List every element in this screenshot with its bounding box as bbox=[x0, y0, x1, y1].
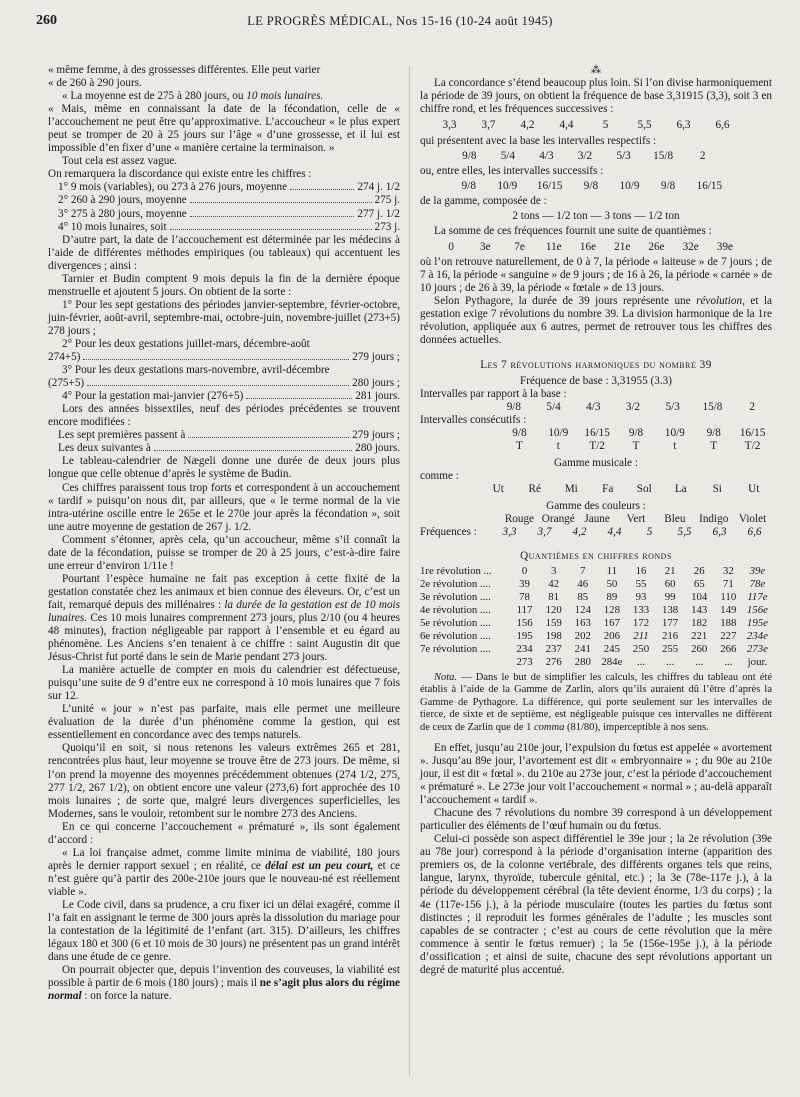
table-cell: 167 bbox=[603, 616, 620, 629]
table-cell: 149 bbox=[720, 603, 737, 616]
table-cell: 234 bbox=[516, 642, 533, 655]
row-label: 5e révolution .... bbox=[420, 616, 491, 629]
interval-value: 5/4 bbox=[546, 401, 561, 414]
item-value: 280 jours. bbox=[355, 442, 400, 455]
table-cell: 273e bbox=[746, 642, 768, 655]
emphasis: délai est un peu court, bbox=[265, 859, 374, 872]
paragraph: « Mais, même en connaissant la date de la fécondation, celle de « l’accouchement ne peut être qu’approximative. L’accoucheur « le plus expert peut se tromper de 20 à 25 jours sur l’âge « d’une grossesse, et il lui est impossible d’en fixer d’une « manière certaine la terminaison. » bbox=[48, 103, 400, 155]
note-name: Si bbox=[712, 483, 722, 496]
table-row bbox=[420, 617, 772, 630]
sequence-value: 39e bbox=[716, 240, 733, 253]
row-label: 3e révolution .... bbox=[420, 590, 491, 603]
sequence-value: 3e bbox=[480, 240, 491, 253]
tone-value: t bbox=[673, 440, 677, 453]
frequency-value: 3,7 bbox=[537, 526, 552, 539]
list-item bbox=[58, 221, 400, 234]
sequence-value: 21e bbox=[614, 240, 631, 253]
paragraph: qui présentent avec la base les intervalles respectifs : bbox=[420, 135, 657, 148]
table-cell: 3 bbox=[550, 564, 557, 577]
table-cell: 39e bbox=[749, 564, 766, 577]
text-run: « La moyenne est de 275 à 280 jours, ou bbox=[62, 90, 244, 103]
emphasis: 10 mois lunaires. bbox=[246, 90, 324, 103]
table-cell: 120 bbox=[545, 603, 562, 616]
table-cell: 227 bbox=[720, 629, 737, 642]
item-value: 278 jours ; bbox=[48, 324, 96, 337]
table-cell: 284e bbox=[601, 655, 623, 668]
item-value: 275 j. bbox=[374, 194, 400, 207]
item-label: (275+5) bbox=[48, 377, 85, 390]
leader-dots bbox=[170, 229, 372, 230]
interval-value: 9/8 bbox=[706, 427, 721, 440]
color-name: Vert bbox=[626, 513, 646, 526]
item-value: 274 j. 1/2 bbox=[357, 181, 400, 194]
interval-value: 9/8 bbox=[506, 401, 521, 414]
paragraph: Celui-ci possède son aspect différentiel le 39e jour ; la 2e révolution (39e au 78e jour) correspond à la période d’organisation interne (apparition des premiers os, de la colonne vertébrale, des différents organes tels que reins, langue, larynx, thyroïde, tubercule génital, etc.) ; la 3e (78e-117e j.), à la période du développement cérébral (la tête devient énorme, 1/3 du corps) ; la 4e (117e-156 j.), à la période musculaire (toutes les parties du fœtus sont distinctes ; il reproduit les formes générales de l’adulte ; les muscles sont capables de se contracter ; c’est au cours de cette révolution que la mère commence à sentir le fœtus remuer) ; la 5e (156e-195e j.), à la période d’ossification ; et ainsi de suite, chacune des sept révolutions apportant un degré de maturité plus accentué. bbox=[420, 833, 772, 976]
note-name: Ut bbox=[748, 483, 760, 496]
table-cell: 128 bbox=[603, 603, 620, 616]
row-label: 6e révolution .... bbox=[420, 629, 491, 642]
interval-sequence bbox=[420, 178, 772, 195]
frequency-value: 5,5 bbox=[677, 526, 692, 539]
item-label: 1° 9 mois (variables), ou 273 à 276 jours, moyenne bbox=[58, 181, 288, 194]
note-name: Sol bbox=[636, 483, 652, 496]
table-cell: 55 bbox=[635, 577, 647, 590]
table-cell: 237 bbox=[545, 642, 562, 655]
left-column bbox=[48, 64, 400, 1003]
table-cell: 198 bbox=[545, 629, 562, 642]
interval-successive-row bbox=[420, 427, 772, 440]
table-cell: 26 bbox=[693, 564, 705, 577]
sequence-value: 2 bbox=[699, 150, 706, 163]
sequence-value: 9/8 bbox=[660, 180, 676, 193]
table-cell: 42 bbox=[548, 577, 560, 590]
table-cell: 250 bbox=[632, 642, 650, 655]
leader-dots bbox=[190, 202, 372, 203]
text-run: (81/80), imperceptible à nos sens. bbox=[566, 721, 709, 733]
table-cell: 81 bbox=[548, 590, 560, 603]
paragraph: En effet, jusqu’au 210e jour, l’expulsion du fœtus est appelée « avortement ». Jusqu’au 89e jour, l’avortement est dit « embryonnaire » ; du 90e au 210e jour, il est dit « fœtal ». du 210e au 273e jour, c’est la période d’accouchement « prématuré ». Le 273e jour voit l’accouchement « normal » ; au-delà apparaît l’accouchement « tardif ». bbox=[420, 741, 772, 807]
interval-value: 10/9 bbox=[664, 427, 685, 440]
sequence-value: 5,5 bbox=[637, 119, 652, 132]
page-number: 260 bbox=[36, 13, 57, 28]
paragraph: D’autre part, la date de l’accouchement est déterminée par les médecins à l’aide de différentes méthodes empiriques (ou tableaux) qui accentuent les divergences ; ainsi : bbox=[48, 233, 400, 272]
table-cell: 188 bbox=[720, 616, 737, 629]
table-cell: 234e bbox=[746, 629, 768, 642]
leader-dots bbox=[83, 359, 349, 360]
paragraph: « de 260 à 290 jours. bbox=[48, 77, 142, 90]
bissextile-list bbox=[48, 429, 400, 455]
gamme-couleurs-label: Gamme des couleurs : bbox=[546, 500, 646, 513]
sequence-value: 3,3 bbox=[442, 119, 457, 132]
base-frequency: Fréquence de base : 3,31955 (3.3) bbox=[520, 374, 672, 387]
item-label: Les deux suivantes à bbox=[58, 442, 151, 455]
sequence-value: 9/8 bbox=[461, 180, 476, 193]
paragraph: La concordance s’étend beaucoup plus loin. Si l’on divise harmoniquement la période de 39 jours, on obtient la fréquence de base 3,31915 (3,3), soit 3 en chiffre rond, et les fréquences successives : bbox=[420, 77, 772, 116]
table-cell: 16 bbox=[635, 564, 647, 577]
paragraph: La somme de ces fréquences fournit une suite de quantièmes : bbox=[434, 225, 712, 238]
paragraph: de la gamme, composée de : bbox=[420, 195, 547, 208]
color-name: Rouge bbox=[504, 513, 535, 526]
row-label: 1re révolution ... bbox=[420, 564, 492, 577]
tone-value: T bbox=[632, 440, 640, 453]
interval-successive-label: Intervalles consécutifs : bbox=[420, 414, 527, 427]
list-item bbox=[48, 377, 400, 390]
table-cell: jour. bbox=[747, 655, 768, 668]
sequence-value: 4,4 bbox=[559, 119, 574, 132]
table-cell: 245 bbox=[603, 642, 620, 655]
emphasis: comma bbox=[534, 721, 565, 733]
sequence-value: 15/8 bbox=[653, 150, 674, 163]
tone-row bbox=[420, 440, 772, 453]
emphasis: Nota. bbox=[434, 671, 458, 683]
table-cell: 195 bbox=[516, 629, 533, 642]
table-cell: 133 bbox=[632, 603, 650, 616]
table-cell: ... bbox=[724, 655, 733, 668]
text-run: « La loi française admet, comme limite minima de viabilité, 180 jours après le dernier rapport sexuel ; en réalité, ce bbox=[48, 846, 400, 872]
color-name: Orangé bbox=[541, 513, 575, 526]
paragraph: En ce qui concerne l’accouchement « prématuré », ils sont également d’accord : bbox=[48, 820, 400, 846]
colors-row bbox=[420, 513, 772, 526]
sequence-value: 0 bbox=[448, 240, 454, 253]
paragraph: Le Code civil, dans sa prudence, a cru fixer ici un délai exagéré, comme il l’a fait en assignant le terme de 300 jours après la dissolution du mariage pour la contestation de la légitimité de l’enfant (art. 315). D’ailleurs, les chiffres légaux 180 et 300 (6 et 10 mois de 30 jours) ne présentent pas un grand intérêt dans une étude de ce genre. bbox=[48, 899, 400, 964]
interval-value: 16/15 bbox=[584, 427, 610, 440]
tone-formula: 2 tons — 1/2 ton — 3 tons — 1/2 ton bbox=[512, 210, 680, 223]
sequence-value: 26e bbox=[648, 240, 665, 253]
text-run: Pourtant l’espèce humaine ne fait pas exception à cette fixité de la gestation constatée chez les animaux et bien connue des éleveurs. Or, c’est un fait, remarqué depuis des millénaires : bbox=[48, 572, 400, 611]
table-cell: ... bbox=[666, 655, 675, 668]
paragraph bbox=[48, 964, 400, 1003]
text-run: On pourrait objecter que, depuis l’invention des couveuses, la viabilité est possible à partir de 6 mois (180 jours) ; mais il bbox=[48, 964, 400, 990]
color-name: Violet bbox=[738, 513, 767, 526]
frequency-value: 5 bbox=[646, 526, 653, 539]
table-cell: 85 bbox=[577, 590, 589, 603]
table-cell: 273 bbox=[516, 655, 533, 668]
list-item bbox=[48, 390, 400, 403]
item-label: 3° 275 à 280 jours, moyenne bbox=[58, 207, 187, 220]
table-cell: 71 bbox=[722, 577, 734, 590]
list-item bbox=[48, 351, 400, 364]
text-run: : on force la nature. bbox=[84, 990, 172, 1003]
sequence-value: 3,7 bbox=[481, 119, 496, 132]
paragraph bbox=[48, 847, 400, 899]
quantieme-sequence bbox=[420, 239, 772, 256]
section-separator: ⁂ bbox=[591, 65, 601, 76]
paragraph: ou, entre elles, les intervalles successifs : bbox=[420, 165, 604, 178]
interval-value: 10/9 bbox=[548, 427, 569, 440]
table-cell: 172 bbox=[632, 616, 650, 629]
paragraph: Quoiqu’il en soit, si nous retenons les valeurs extrêmes 265 et 281, rencontrées plus haut, leur moyenne se trouve être de 273 jours. De même, si l’on prend la moyenne des moyennes précédemment obtenues (274 1/2, 275, 277 1/2, 267 1/2), on obtient encore une valeur (273,6) fort approchée des 10 mois lunaires ; de sorte que, malgré leurs divergences superficielles, les Modernes, sans le vouloir, retombent sur le nombre 273 des Anciens. bbox=[48, 742, 400, 820]
interval-value: 3/2 bbox=[625, 401, 641, 414]
table-row bbox=[420, 643, 772, 656]
running-title: LE PROGRÈS MÉDICAL, Nos 15-16 (10-24 août 1945) bbox=[247, 14, 553, 28]
leader-dots bbox=[290, 189, 354, 190]
table-cell: 117e bbox=[747, 590, 768, 603]
note-name: Fa bbox=[602, 483, 614, 496]
notes-row bbox=[420, 483, 772, 496]
nota-paragraph bbox=[420, 672, 772, 734]
table-cell: ... bbox=[636, 655, 646, 668]
interval-base-label: Intervalles par rapport à la base : bbox=[420, 387, 567, 400]
revolutions-table bbox=[420, 565, 772, 669]
interval-value: 5/3 bbox=[665, 401, 680, 414]
paragraph bbox=[48, 299, 400, 338]
table-title: Les 7 révolutions harmoniques du nombre 39 bbox=[480, 358, 712, 371]
table-cell: 159 bbox=[545, 616, 562, 629]
table-cell: 7 bbox=[580, 564, 586, 577]
sequence-value: 5 bbox=[602, 119, 609, 132]
leader-dots bbox=[154, 450, 352, 451]
color-name: Bleu bbox=[664, 513, 686, 526]
list-item bbox=[58, 208, 400, 221]
sequence-value: 4/3 bbox=[539, 150, 554, 163]
sequence-value: 9/8 bbox=[583, 180, 599, 193]
sequence-value: 16/15 bbox=[696, 180, 723, 193]
paragraph bbox=[420, 295, 772, 347]
sequence-value: 4,2 bbox=[520, 119, 535, 132]
color-name: Jaune bbox=[584, 513, 610, 526]
paragraph: Chacune des 7 révolutions du nombre 39 correspond à un développement particulier des éléments de l’œuf humain ou du fœtus. bbox=[420, 807, 772, 833]
table-row bbox=[420, 630, 772, 643]
row-label: 2e révolution .... bbox=[420, 577, 491, 590]
note-name: Mi bbox=[564, 483, 578, 496]
sequence-value: 16e bbox=[579, 240, 597, 253]
paragraph: Le tableau-calendrier de Nægeli donne une durée de deux jours plus longue que celle obtenue d’après le système de Budin. bbox=[48, 455, 400, 481]
emphasis: la durée de la gestation est de 10 mois lunaires. bbox=[48, 598, 401, 624]
paragraph bbox=[48, 90, 400, 103]
table-cell: 260 bbox=[691, 642, 708, 655]
emphasis: normal bbox=[48, 990, 82, 1003]
frequencies-row bbox=[420, 526, 772, 539]
list-item bbox=[58, 429, 400, 442]
table-cell: 143 bbox=[691, 603, 708, 616]
sequence-value: 10/9 bbox=[619, 180, 640, 193]
tone-value: T bbox=[710, 440, 718, 453]
paragraph bbox=[48, 573, 400, 664]
page-header bbox=[36, 8, 764, 34]
comme-label: comme : bbox=[420, 470, 459, 483]
text-run: 1° Pour les sept gestations des périodes janvier-septembre, février-octobre, juin-février, août-avril, septembre-mai, octobre-juin, novembre-juillet (273+5) bbox=[48, 298, 400, 324]
frequency-value: 6,6 bbox=[747, 526, 762, 539]
paragraph: « même femme, à des grossesses différentes. Elle peut varier bbox=[48, 64, 321, 76]
sequence-value: 11e bbox=[545, 240, 562, 253]
paragraph: On remarquera la discordance qui existe entre les chiffres : bbox=[48, 168, 312, 181]
table-cell: 195e bbox=[746, 616, 768, 629]
table-cell: 276 bbox=[545, 655, 562, 668]
table-cell: 156e bbox=[746, 603, 768, 616]
interval-value: 9/8 bbox=[512, 427, 527, 440]
frequency-value: 4,2 bbox=[572, 526, 587, 539]
table-cell: 255 bbox=[662, 642, 679, 655]
item-value: 277 j. 1/2 bbox=[357, 207, 400, 220]
table-cell: 177 bbox=[662, 616, 679, 629]
paragraph: L’unité « jour » n’est pas parfaite, mais elle permet une meilleure évaluation de la durée d’un phénomène comme la gestion, qui est essentiellement en concordance avec des temps naturels. bbox=[48, 703, 400, 742]
table-cell: 78 bbox=[519, 590, 530, 603]
table-cell: 138 bbox=[662, 603, 679, 616]
table-row bbox=[420, 591, 772, 604]
tone-value: t bbox=[556, 440, 560, 453]
interval-value: 9/8 bbox=[628, 427, 644, 440]
table-cell: 21 bbox=[664, 564, 676, 577]
tone-value: T/2 bbox=[744, 440, 761, 453]
frequency-sequence bbox=[420, 119, 772, 132]
text-run: et ce n’est guère qu’à partir des 200e-210e jours que le nouveau-né est réellement viable ». bbox=[48, 859, 401, 898]
table-cell: 280 bbox=[574, 655, 591, 668]
color-name: Indigo bbox=[699, 513, 729, 526]
interval-value: 2 bbox=[749, 401, 755, 414]
table-cell: 89 bbox=[606, 590, 618, 603]
row-label bbox=[420, 656, 510, 669]
sequence-value: 9/8 bbox=[462, 150, 477, 163]
table-cell: 65 bbox=[693, 577, 705, 590]
paragraph: où l’on retrouve naturellement, de 0 à 7, la période « laiteuse » de 7 jours ; de 7 à 16, la période « sanguine » de 9 jours ; de 16 à 26, la période « carnée » de 10 jours ; de 26 à 39, la période « fœtale » de 13 jours. bbox=[420, 255, 772, 294]
paragraph: Lors des années bissextiles, neuf des périodes précédentes se trouvent encore modifiées : bbox=[48, 403, 400, 429]
frequency-value: 3,3 bbox=[502, 526, 517, 539]
table-row bbox=[420, 565, 772, 578]
table-cell: 32 bbox=[722, 564, 734, 577]
quantiemes-title: Quantièmes en chiffres ronds bbox=[520, 549, 672, 562]
sequence-value: 5/4 bbox=[500, 150, 515, 163]
note-name: La bbox=[674, 483, 687, 496]
emphasis: ne s’agit plus alors du régime bbox=[259, 977, 400, 990]
table-cell: 117 bbox=[516, 603, 533, 616]
note-name: Ré bbox=[528, 483, 541, 496]
table-cell: 241 bbox=[574, 642, 591, 655]
table-cell: ... bbox=[695, 655, 704, 668]
sequence-value: 10/9 bbox=[497, 180, 518, 193]
list-item bbox=[58, 181, 400, 194]
leader-dots bbox=[87, 385, 349, 386]
item-value: 279 jours ; bbox=[352, 429, 400, 442]
item-label: 4° 10 mois lunaires, soit bbox=[58, 220, 167, 233]
text-run: Selon Pythagore, la durée de 39 jours représente une bbox=[434, 294, 691, 307]
table-cell: 78e bbox=[749, 577, 766, 590]
table-row bbox=[420, 656, 772, 669]
interval-base-row bbox=[420, 401, 772, 414]
moyennes-list bbox=[48, 181, 400, 233]
list-item bbox=[58, 442, 400, 455]
frequencies-label: Fréquences : bbox=[420, 526, 477, 539]
table-cell: 206 bbox=[603, 629, 620, 642]
text-run: — Dans le but de simplifier les calculs, les chiffres du tableau ont été établis à l’aide de la Gamme de Zarlin, alors qu’ils auraient dû l’être d’après la Gamme de Pythagore. La différence, qui porte seulement sur les intervalles de tierce, de sixte et de septième, est négligeable puisque ces intervalles ne diffèrent de ceux de Zarlin que de 1 bbox=[420, 671, 772, 733]
gamme-musicale-label: Gamme musicale : bbox=[554, 457, 638, 470]
paragraph: Comment s’étonner, après cela, qu’un accoucheur, même s’il connaît la date de la fécondation, puisse se tromper de 20 à 25 jours, c’est-à-dire faire une erreur d’environ 1/11e ! bbox=[48, 533, 400, 572]
row-label: 4e révolution .... bbox=[420, 603, 491, 616]
frequency-value: 4,4 bbox=[607, 526, 622, 539]
table-cell: 46 bbox=[577, 577, 589, 590]
item-value: 281 jours. bbox=[355, 390, 400, 403]
paragraph: Tout cela est assez vague. bbox=[62, 155, 178, 168]
table-cell: 211 bbox=[633, 629, 649, 642]
interval-sequence bbox=[420, 148, 772, 165]
table-cell: 216 bbox=[662, 629, 679, 642]
table-cell: 202 bbox=[574, 629, 591, 642]
leader-dots bbox=[188, 437, 349, 438]
interval-value: 4/3 bbox=[586, 401, 601, 414]
table-row bbox=[420, 578, 772, 591]
table-cell: 156 bbox=[516, 616, 533, 629]
table-row bbox=[420, 604, 772, 617]
paragraph: Ces chiffres paraissent tous trop forts et correspondent à un accouchement « tardif » puisqu’on nous dit, par ailleurs, que « le terme normal de la vie intra-utérine oscille entre le 265e et le 270e jour après la fécondation », soit une autre moyenne de gestation de 267 j. 1/2. bbox=[48, 481, 400, 533]
paragraph: Tarnier et Budin comptent 9 mois depuis la fin de la dernière époque menstruelle et ajoutent 5 jours. On obtient de la sorte : bbox=[48, 272, 400, 298]
sequence-value: 7e bbox=[514, 240, 525, 253]
table-cell: 60 bbox=[664, 577, 676, 590]
table-cell: 39 bbox=[519, 577, 530, 590]
row-label: 7e révolution .... bbox=[420, 642, 491, 655]
table-cell: 50 bbox=[606, 577, 618, 590]
interval-value: 16/15 bbox=[739, 427, 766, 440]
text-run: et la gestation exige 7 révolutions du nombre 39. La division harmonique de la 1re révolution, appliquée aux 6 autres, permet de retrouver tous les chiffres des données actuelles. bbox=[420, 294, 772, 346]
paragraph: 2° Pour les deux gestations juillet-mars, décembre-août bbox=[62, 337, 310, 350]
table-cell: 182 bbox=[691, 616, 708, 629]
item-label: 2° 260 à 290 jours, moyenne bbox=[58, 194, 187, 207]
sequence-value: 3/2 bbox=[577, 150, 593, 163]
leader-dots bbox=[190, 216, 355, 217]
emphasis: révolution, bbox=[696, 294, 745, 307]
sequence-value: 5/3 bbox=[616, 150, 631, 163]
table-cell: 266 bbox=[720, 642, 737, 655]
item-label: 4° Pour la gestation mai-janvier (276+5) bbox=[62, 390, 244, 403]
table-cell: 104 bbox=[691, 590, 708, 603]
sequence-value: 32e bbox=[682, 240, 699, 253]
table-cell: 93 bbox=[635, 590, 647, 603]
leader-dots bbox=[246, 398, 352, 399]
list-item bbox=[58, 194, 400, 207]
table-cell: 124 bbox=[574, 603, 591, 616]
table-cell: 11 bbox=[606, 564, 618, 577]
table-cell: 110 bbox=[720, 590, 737, 603]
table-cell: 221 bbox=[691, 629, 708, 642]
tone-value: T bbox=[516, 440, 523, 453]
item-value: 280 jours ; bbox=[352, 377, 400, 390]
text-run: Ces 10 mois lunaires comprennent 273 jours, plus 2/10 (ou 4 heures 48 minutes), fraction négligeable par rapport à l’ensemble et eu égard au phénomène. Les Anciens s’en tenaient à ce chiffre : saint Augustin dit que Jésus-Christ fut porté dans le sein de Marie pendant 273 jours. bbox=[48, 611, 400, 664]
paragraph: 3° Pour les deux gestations mars-novembre, avril-décembre bbox=[62, 364, 330, 377]
frequency-value: 6,3 bbox=[712, 526, 727, 539]
paragraph: La manière actuelle de compter en mois du calendrier est défectueuse, puisqu’une suite de 9 d’entre eux ne correspond à 10 mois lunaires que 7 fois sur 12. bbox=[48, 664, 400, 703]
column-divider bbox=[409, 66, 410, 1076]
tone-value: T/2 bbox=[589, 440, 605, 453]
item-label: Les sept premières passent à bbox=[58, 429, 186, 442]
item-label: 274+5) bbox=[48, 351, 81, 364]
interval-value: 15/8 bbox=[702, 401, 723, 414]
table-cell: 0 bbox=[521, 564, 528, 577]
right-column bbox=[420, 64, 772, 977]
table-cell: 99 bbox=[664, 590, 676, 603]
note-name: Ut bbox=[492, 483, 504, 496]
sequence-value: 6,3 bbox=[676, 119, 691, 132]
item-value: 273 j. bbox=[374, 220, 400, 233]
item-value: 279 jours ; bbox=[352, 351, 400, 364]
sequence-value: 6,6 bbox=[715, 119, 730, 132]
sequence-value: 16/15 bbox=[536, 180, 563, 193]
table-cell: 163 bbox=[574, 616, 591, 629]
